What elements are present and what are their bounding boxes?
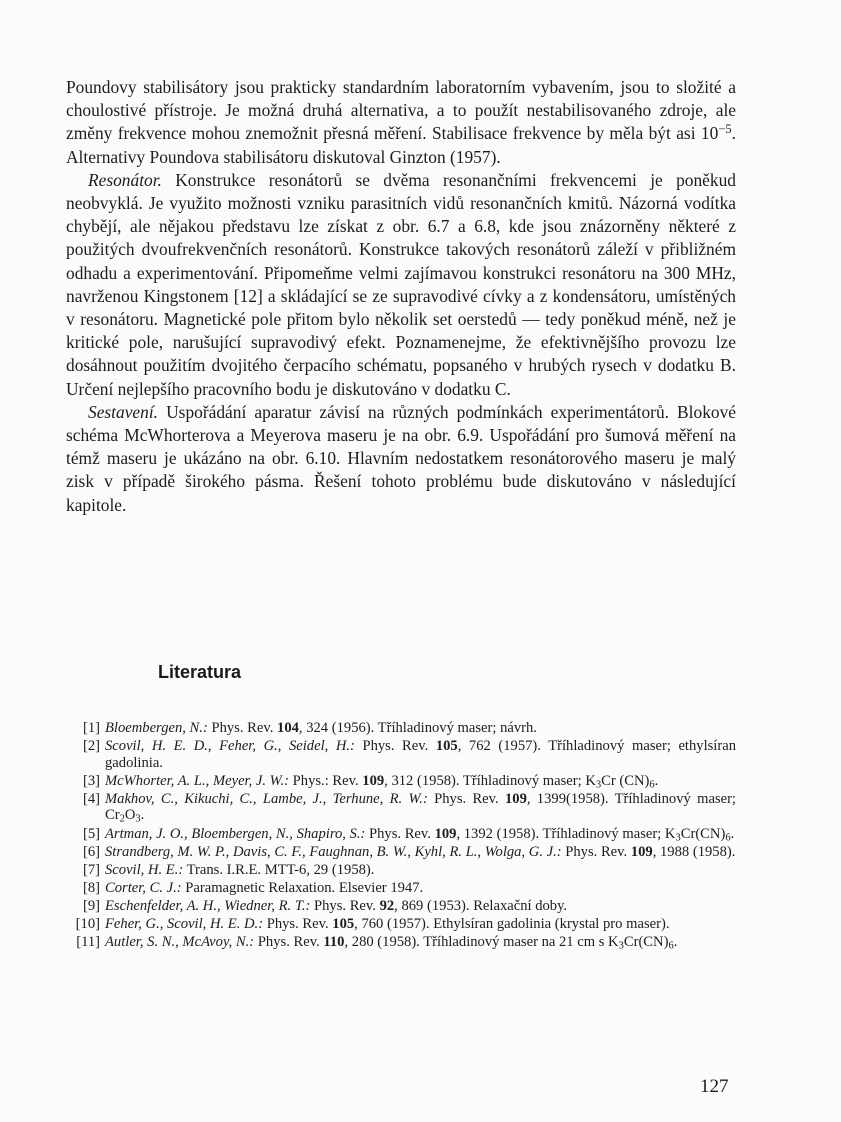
reference-volume: 109	[630, 843, 653, 860]
paragraph-stabilizers	[66, 76, 736, 169]
paragraph-lead-assembly: Sestavení.	[88, 401, 159, 422]
reference-number: [5]	[82, 825, 100, 842]
reference-details: , 869 (1953). Relaxační doby.	[394, 897, 568, 914]
reference-number: [8]	[82, 879, 100, 896]
reference-journal: Phys. Rev.	[365, 825, 435, 842]
paragraph-resonator	[66, 169, 736, 401]
reference-authors: Bloembergen, N.:	[105, 720, 208, 736]
reference-details: , 1399(1958). Tříhladinový maser; Cr	[105, 790, 736, 824]
reference-text	[105, 862, 736, 879]
reference-authors: Scovil, H. E. D., Feher, G., Seidel, H.:	[105, 738, 355, 755]
reference-details: , 312 (1958). Tříhladinový maser; K	[384, 772, 596, 789]
reference-item	[60, 720, 736, 737]
section-heading-literature: Literatura	[158, 662, 242, 682]
paragraph-text: Poundovy stabilisátory jsou prakticky standardním laboratorním vybavením, jsou to složité a choulostivé přístroje. Je možná druhá alternativa, a to použít nestabilisovaného zdroje, ale změny frekvence mohou znemožnit přesná měření. Stabilisace frekvence by měla být asi 10	[66, 77, 736, 144]
reference-item	[60, 844, 736, 861]
reference-volume: 109	[434, 825, 457, 842]
reference-authors: Eschenfelder, A. H., Wiedner, R. T.:	[105, 897, 311, 914]
reference-text	[105, 934, 736, 951]
reference-text	[105, 826, 736, 843]
reference-authors: Makhov, C., Kikuchi, C., Lambe, J., Terhune, R. W.:	[105, 790, 428, 807]
reference-details: .	[673, 934, 678, 951]
reference-authors: Strandberg, M. W. P., Davis, C. F., Faughnan, B. W., Kyhl, R. L., Wolga, G. J.:	[105, 843, 562, 860]
formula-subscript: 3	[675, 832, 681, 844]
reference-volume: 105	[332, 916, 355, 933]
formula-subscript: 2	[119, 814, 125, 826]
formula-subscript: 3	[135, 814, 141, 826]
reference-item	[60, 898, 736, 915]
reference-text	[105, 898, 736, 915]
reference-number: [11]	[76, 934, 100, 951]
reference-number: [4]	[82, 790, 100, 807]
reference-item	[60, 773, 736, 790]
reference-item	[60, 916, 736, 933]
reference-details: , 1392 (1958). Tříhladinový maser; K	[456, 825, 676, 842]
reference-details: .	[730, 825, 735, 842]
reference-details: , 760 (1957). Ethylsíran gadolinia (krystal pro maser).	[354, 916, 670, 933]
reference-text	[105, 844, 736, 861]
formula-subscript: 6	[649, 779, 655, 791]
formula-subscript: 6	[668, 940, 674, 952]
paragraph-assembly	[66, 401, 736, 517]
reference-authors: Autler, S. N., McAvoy, N.:	[105, 934, 255, 951]
reference-authors: Artman, J. O., Bloembergen, N., Shapiro, S.:	[105, 825, 366, 842]
reference-journal: Trans. I.R.E. MTT-6, 29 (1958).	[183, 861, 375, 878]
reference-item	[60, 880, 736, 897]
reference-journal: Phys. Rev.	[207, 720, 278, 736]
superscript-exponent: −5	[718, 122, 732, 137]
reference-details: Cr(CN)	[680, 825, 726, 842]
formula-subscript: 3	[618, 940, 624, 952]
paragraph-text: Konstrukce resonátorů se dvěma resonančními frekvencemi je poněkud neobvyklá. Je využito možnosti vzniku parasitních vidů resonančních kmitů. Názorná vodítka chybějí, ale nějakou představu lze získat z obr. 6.7 a 6.8, kde jsou znázorněny některé z použitých dvoufrekvenčních resonátorů. Konstrukce takových resonátorů záleží v přibližném odhadu a experimentování. Připomeňme velmi zajímavou konstrukci resonátoru na 300 MHz, navrženou Kingstonem [12] a skládající se ze supravodivé cívky a z kondensátoru, umístěných v resonátoru. Magnetické pole přitom bylo několik set oerstedů — tedy poněkud méně, než je kritické pole, narušující supravodivý efekt. Poznamenejme, že efektivnějšího provozu lze dosáhnout použitím dvojitého čerpacího schématu, popsaného v hrubých rysech v dodatku B. Určení nejlepšího pracovního bodu je diskutováno v dodatku C.	[66, 169, 736, 399]
reference-journal: Phys. Rev.	[427, 790, 505, 807]
reference-details: , 280 (1958). Tříhladinový maser na 21 cm s K	[344, 934, 619, 951]
reference-list	[60, 720, 736, 952]
reference-volume: 105	[435, 738, 458, 755]
reference-volume: 92	[379, 897, 395, 914]
reference-journal: Phys. Rev.	[263, 916, 333, 933]
reference-journal: Paramagnetic Relaxation. Elsevier 1947.	[181, 879, 424, 896]
reference-authors: McWhorter, A. L., Meyer, J. W.:	[105, 772, 290, 789]
reference-number: [3]	[82, 772, 100, 789]
reference-item	[60, 791, 736, 824]
reference-volume: 109	[362, 772, 385, 789]
reference-volume: 109	[504, 790, 527, 807]
formula-subscript: 3	[595, 779, 602, 791]
paragraph-text: . Alternativy Poundova stabilisátoru diskutoval Ginzton (1957).	[66, 123, 736, 167]
paragraph-text: Uspořádání aparatur závisí na různých podmínkách experimentátorů. Blokové schéma McWhorterova a Meyerova maseru je na obr. 6.9. Uspořádání pro šumová měření na témž maseru je ukázáno na obr. 6.10. Hlavním nedostatkem resonátorového maseru je malý zisk v případě širokého pásma. Řešení tohoto problému bude diskutováno v následující kapitole.	[66, 401, 736, 515]
paragraph-lead-resonator: Resonátor.	[88, 169, 162, 190]
reference-details: Cr(CN)	[623, 934, 669, 951]
reference-authors: Feher, G., Scovil, H. E. D.:	[105, 916, 264, 933]
reference-text	[105, 791, 736, 824]
reference-text	[105, 720, 736, 737]
formula-subscript: 6	[725, 832, 731, 844]
reference-authors: Corter, C. J.:	[105, 879, 182, 896]
page-number: 127	[700, 1076, 729, 1097]
reference-journal: Phys. Rev.	[254, 934, 324, 951]
reference-item	[60, 738, 736, 771]
reference-details: Cr (CN)	[601, 772, 650, 789]
reference-number: [9]	[82, 897, 100, 914]
reference-number: [6]	[82, 843, 100, 860]
reference-details: , 1988 (1958).	[652, 843, 736, 860]
reference-volume: 110	[323, 934, 345, 951]
reference-journal: Phys. Rev.	[354, 738, 436, 755]
reference-number: [7]	[82, 861, 100, 878]
reference-item	[60, 862, 736, 879]
reference-details: O	[124, 807, 136, 824]
reference-item	[60, 826, 736, 843]
reference-number: [1]	[82, 720, 100, 736]
reference-details: , 762 (1957). Tříhladinový maser; ethylsíran gadolinia.	[105, 738, 736, 771]
reference-authors: Scovil, H. E.:	[105, 861, 184, 878]
reference-text	[105, 916, 736, 933]
reference-journal: Phys. Rev.	[561, 843, 631, 860]
reference-text	[105, 880, 736, 897]
reference-volume: 104	[277, 720, 299, 736]
reference-details: .	[140, 807, 145, 824]
reference-text	[105, 738, 736, 771]
reference-text	[105, 773, 736, 790]
reference-number: [2]	[82, 738, 100, 755]
reference-journal: Phys. Rev.	[310, 897, 380, 914]
reference-item	[60, 934, 736, 951]
reference-details: , 324 (1956). Tříhladinový maser; návrh.	[298, 720, 537, 736]
reference-number: [10]	[75, 916, 100, 933]
body-text	[66, 76, 736, 517]
reference-journal: Phys.: Rev.	[289, 772, 363, 789]
reference-details: .	[654, 772, 659, 789]
